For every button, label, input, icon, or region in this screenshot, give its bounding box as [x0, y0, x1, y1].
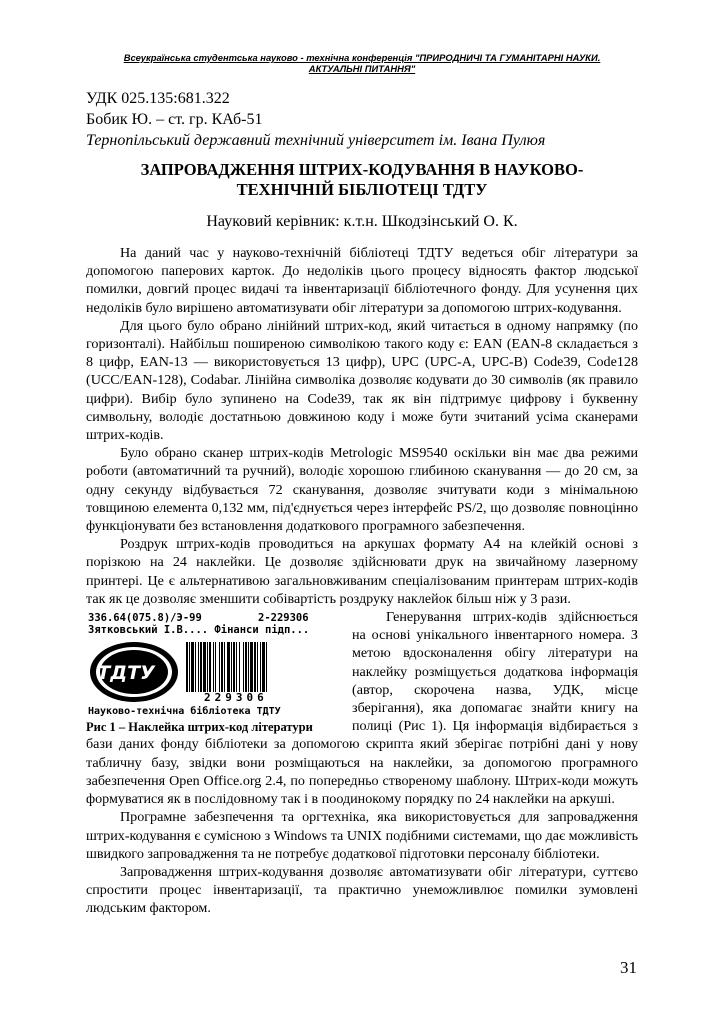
article-title	[86, 160, 638, 200]
sticker-inventory-number: 2-229306	[258, 612, 309, 625]
barcode-icon	[186, 642, 326, 692]
barcode-digits: 229306	[204, 691, 268, 705]
author-line: Бобик Ю. – ст. гр. КАб-51	[86, 111, 263, 128]
paragraph-printing: Роздрук штрих-кодів проводиться на аркушах формату А4 на клейкій основі з порізкою на 24 наклейки. Це дозволяє здійснювати друк на звичайному лазерному принтері. Це є альтернативою загальновживаним спеціалізованим принтерам штрих-кодів так як це дозволяє зменшити собівартість роздруку наклейок більш ніж у 3 рази.	[86, 536, 638, 607]
article-meta	[86, 88, 545, 151]
udc-code: УДК 025.135:681.322	[86, 90, 230, 107]
sticker-author-title: Зятковський І.В.... Фінанси підп...	[88, 624, 310, 637]
supervisor-line: Науковий керівник: к.т.н. Шкодзінський О. К.	[206, 213, 518, 230]
page-number: 31	[620, 958, 637, 977]
article-body	[86, 244, 638, 918]
title-line1: ЗАПРОВАДЖЕННЯ ШТРИХ-КОДУВАННЯ В НАУКОВО-	[140, 160, 584, 179]
logo-text: ТДТУ	[97, 662, 155, 685]
barcode-sticker	[86, 612, 334, 720]
paragraph-conclusion: Запровадження штрих-кодування дозволяє автоматизувати обіг літератури, суттєво спростити процес інвентаризації, та практично унеможливлює помилки зумовлені людським фактором.	[86, 863, 638, 917]
paragraph-barcode-type: Для цього було обрано лінійний штрих-код, який читається в одному напрямку (по горизонталі). Найбільш поширеною символікою такого коду є: EAN (EAN-8 складається з 8 цифр, EAN-13 — використовується 13 цифр), UPC (UPC-A, UPC-B) Code39, Code128 (UCC/EAN-128), Codabar. Лінійна символіка дозволяє кодувати до 30 символів (як правило цифри). Вибір було зупинено на Code39, так як він підтримує цифрову і буквенну символьну, володіє достатньою довжиною коду і може бути зчитаний усіма сканерами штрих-кодів.	[86, 317, 638, 444]
sticker-udc: 336.64(075.8)/Э-99	[88, 612, 202, 625]
paragraph-scanner: Було обрано сканер штрих-кодів Metrologic MS9540 оскільки він має два режими роботи (автоматичний та ручний), володіє хорошою глибиною сканування — до 20 см, за одну секунду відбувається 72 сканування, дозволяє зчитувати коди з мінімальною товщиною елемента 0,132 мм, під'єднується через інтерфейс PS/2, що дозволяє повноцінно функціонувати без встановлення додаткового програмного забезпечення.	[86, 445, 638, 535]
tdtu-logo-icon	[88, 640, 180, 704]
figure-barcode-sticker	[86, 612, 340, 735]
figure-caption: Рис 1 – Наклейка штрих-код літератури	[86, 720, 313, 735]
paragraph-software: Програмне забезпечення та оргтехніка, яка використовується для запровадження штрих-кодування є сумісною з Windows та UNIX подібними системами, що дає можливість швидкого запровадження та не потребує додаткової підготовки персоналу бібліотеки.	[86, 809, 638, 862]
paragraph-intro: На даний час у науково-технічній бібліотеці ТДТУ ведеться обіг літератури за допомогою паперових карток. До недоліків цього процесу відносять фактор людської помилки, довгий процес видачі та інвентаризації бібліотечного фонду. Для усунення цих недоліків було вирішено автоматизувати обіг літератури за допомогою штрих-кодування.	[86, 245, 638, 316]
conference-header-line2: АКТУАЛЬНІ ПИТАННЯ"	[308, 63, 416, 74]
conference-header-line1: Всеукраїнська студентська науково - технічна конференція "ПРИРОДНИЧІ ТА ГУМАНІТАРНІ НАУКИ.	[123, 52, 601, 63]
conference-header	[60, 52, 664, 74]
paragraph-generation: Генерування штрих-кодів здійснюється на основі унікального інвентарного номера. З метою вдосконалення обігу літератури на наклейку розміщується додаткова інформація (автор, скорочена назва, УДК, місце зберігання), яка допомагає знайти книгу на полиці (Рис 1). Ця інформація відбирається з бази даних фонду бібліотеки за допомогою скрипта який зберігає потрібні дані у нову табличну базу, звідки вони розміщаються на наклейки, за допомогою програмного забезпечення Open Office.org 2.4, по попередньо створеному шаблону. Штрих-коди можуть формуватися як в послідовному так і в поодинокому порядку по 24 наклейки на аркуші.	[86, 609, 638, 808]
sticker-library-name: Науково-технічна бібліотека ТДТУ	[88, 706, 281, 718]
title-line2: ТЕХНІЧНІЙ БІБЛІОТЕЦІ ТДТУ	[236, 180, 488, 199]
university-name: Тернопільський державний технічний університет ім. Івана Пулюя	[86, 132, 546, 149]
